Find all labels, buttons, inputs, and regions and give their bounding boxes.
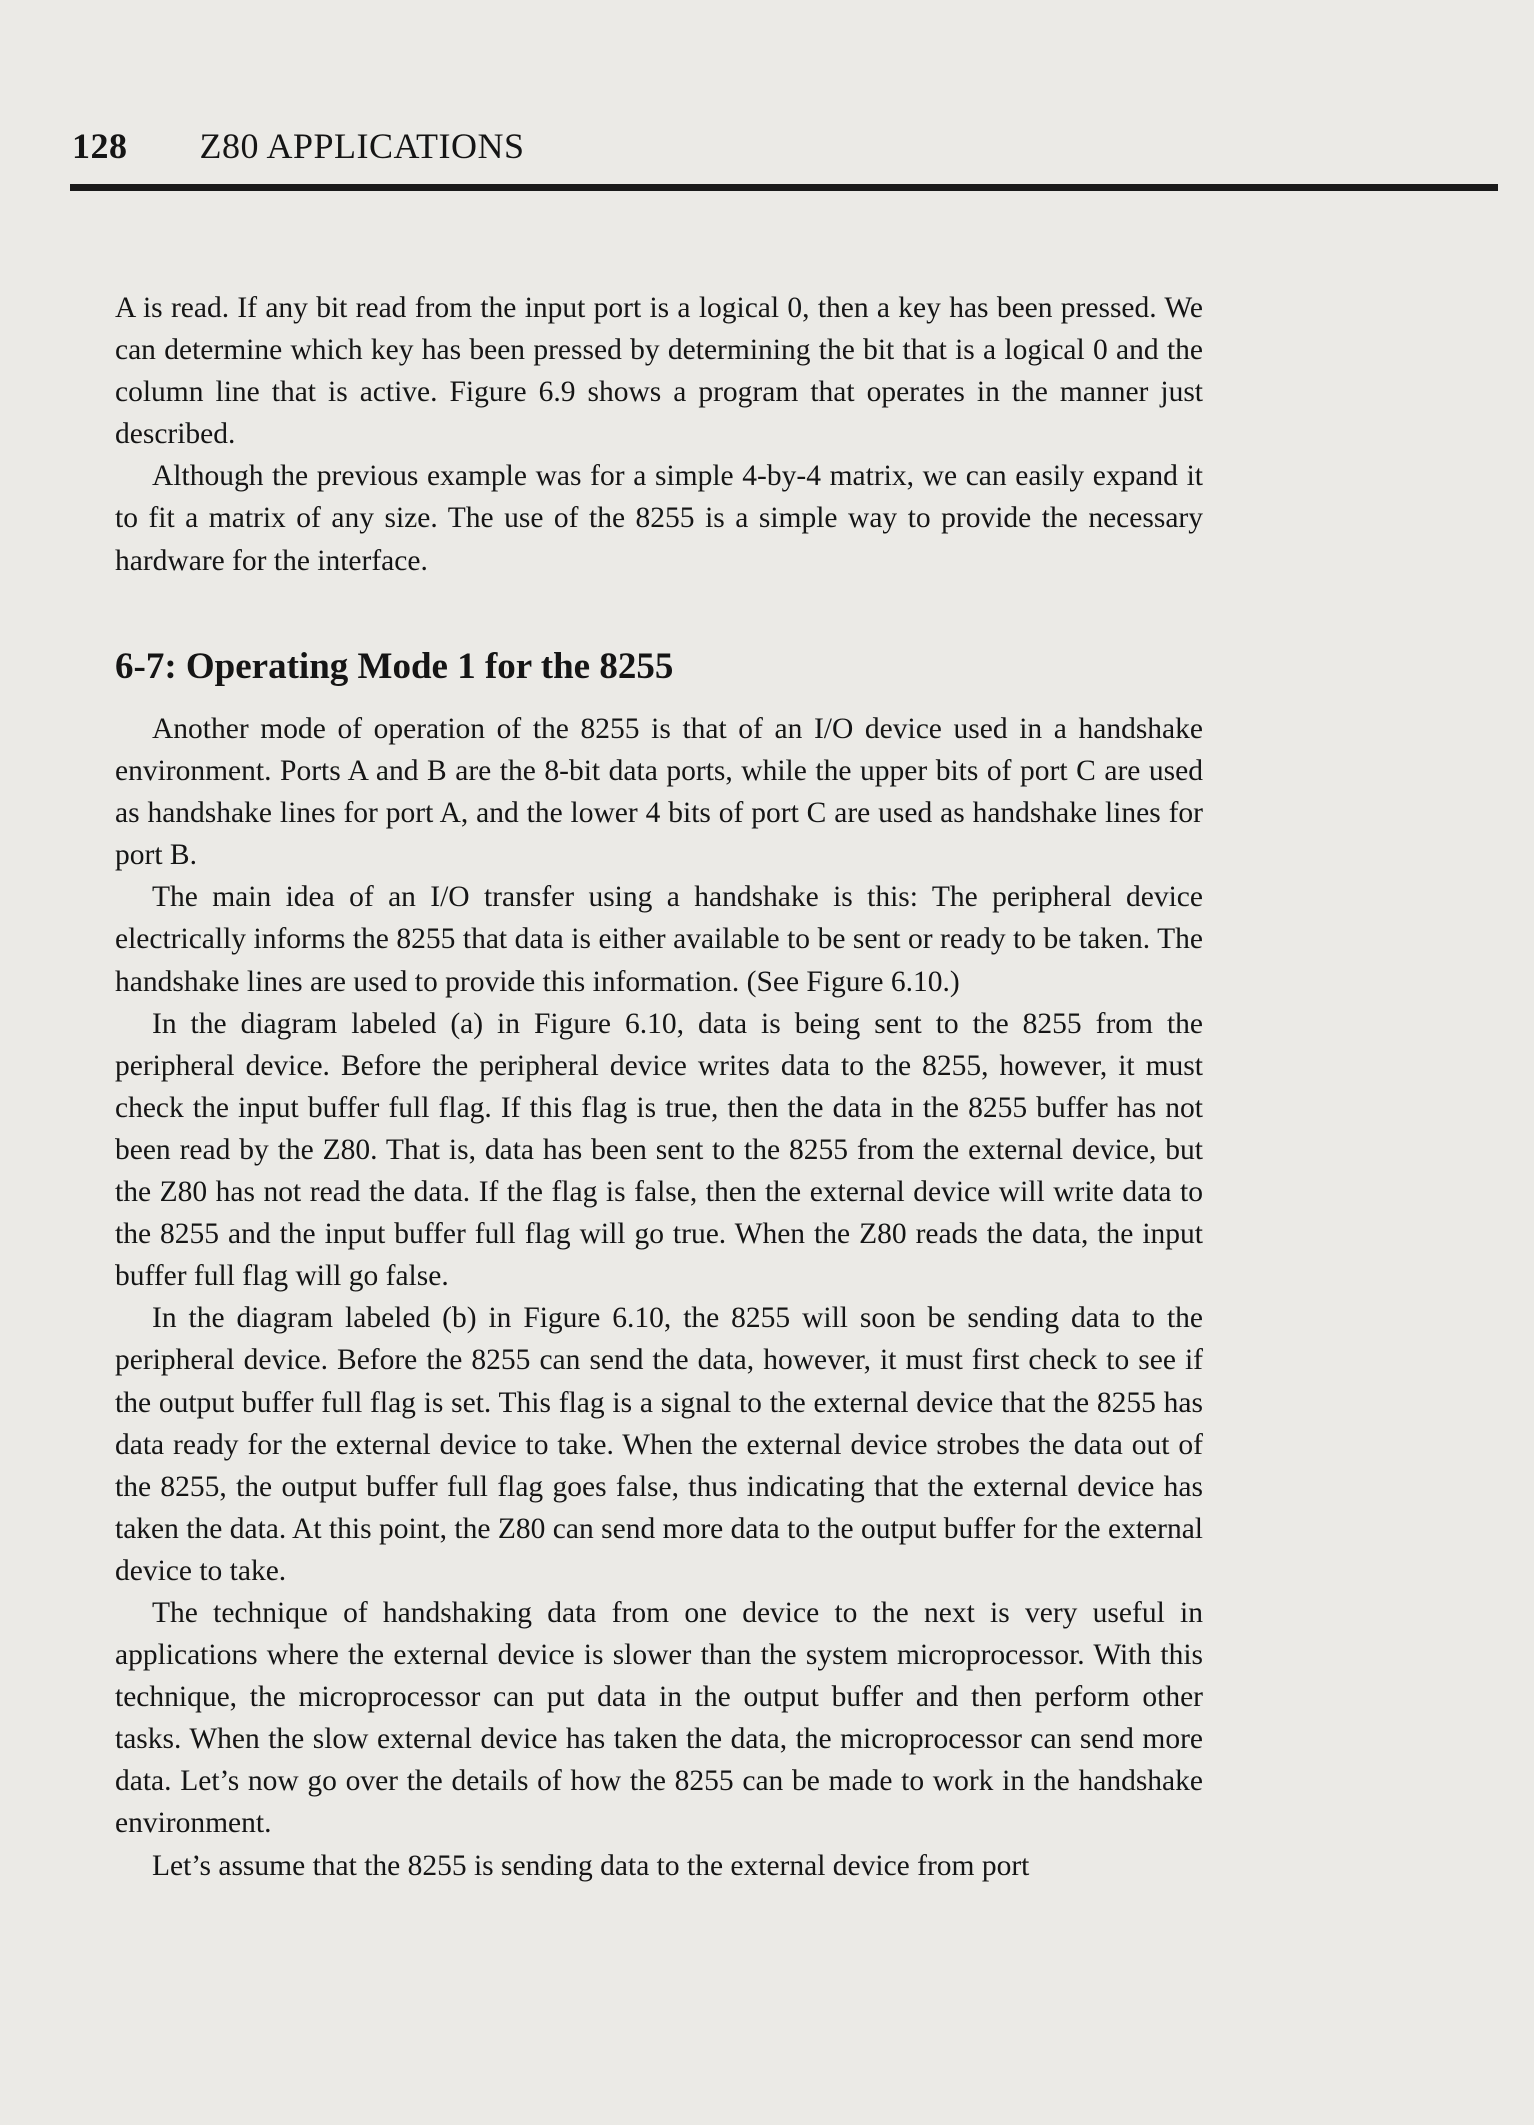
page-number: 128 (72, 126, 128, 166)
paragraph: The main idea of an I/O transfer using a handshake is this: The peripheral device electrically informs the 8255 that data is either available to be sent or ready to be taken. The handshake lines are used to provide this information. (See Figure 6.10.) (115, 881, 1203, 998)
running-header (72, 126, 525, 166)
text-block-continuation (115, 287, 1203, 582)
text-block-section (115, 708, 1203, 1887)
paragraph: Although the previous example was for a simple 4-by-4 matrix, we can easily expand it to fit a matrix of any size. The use of the 8255 is a simple way to provide the necessary hardware for the interface. (115, 460, 1203, 577)
running-title: Z80 APPLICATIONS (199, 126, 525, 166)
paragraph: In the diagram labeled (a) in Figure 6.10, data is being sent to the 8255 from the peripheral device. Before the peripheral device writes data to the 8255, however, it must check the input buffer full flag. If this flag is true, then the data in the 8255 buffer has not been read by the Z80. That is, data has been sent to the 8255 from the external device, but the Z80 has not read the data. If the flag is false, then the external device will write data to the 8255 and the input buffer full flag will go true. When the Z80 reads the data, the input buffer full flag will go false. (115, 1007, 1203, 1293)
paragraph: Let’s assume that the 8255 is sending data to the external device from port (152, 1849, 1030, 1882)
paragraph: Another mode of operation of the 8255 is that of an I/O device used in a handshake environment. Ports A and B are the 8-bit data ports, while the upper bits of port C are used as handshake lines for port A, and the lower 4 bits of port C are used as handshake lines for port B. (115, 713, 1203, 872)
header-rule (70, 184, 1498, 191)
paragraph: In the diagram labeled (b) in Figure 6.10, the 8255 will soon be sending data to the peripheral device. Before the 8255 can send the data, however, it must first check to see if the output buffer full flag is set. This flag is a signal to the external device that the 8255 has data ready for the external device to take. When the external device strobes the data out of the 8255, the output buffer full flag goes false, thus indicating that the external device has taken the data. At this point, the Z80 can send more data to the output buffer for the external device to take. (115, 1302, 1203, 1587)
paragraph: A is read. If any bit read from the input port is a logical 0, then a key has been pressed. We can determine which key has been pressed by determining the bit that is a logical 0 and the column line that is active. Figure 6.9 shows a program that operates in the manner just described. (115, 292, 1203, 451)
paragraph: The technique of handshaking data from one device to the next is very useful in applications where the external device is slower than the system microprocessor. With this technique, the microprocessor can put data in the output buffer and then perform other tasks. When the slow external device has taken the data, the microprocessor can send more data. Let’s now go over the details of how the 8255 can be made to work in the handshake environment. (115, 1596, 1203, 1840)
section-heading: 6-7: Operating Mode 1 for the 8255 (115, 646, 674, 687)
